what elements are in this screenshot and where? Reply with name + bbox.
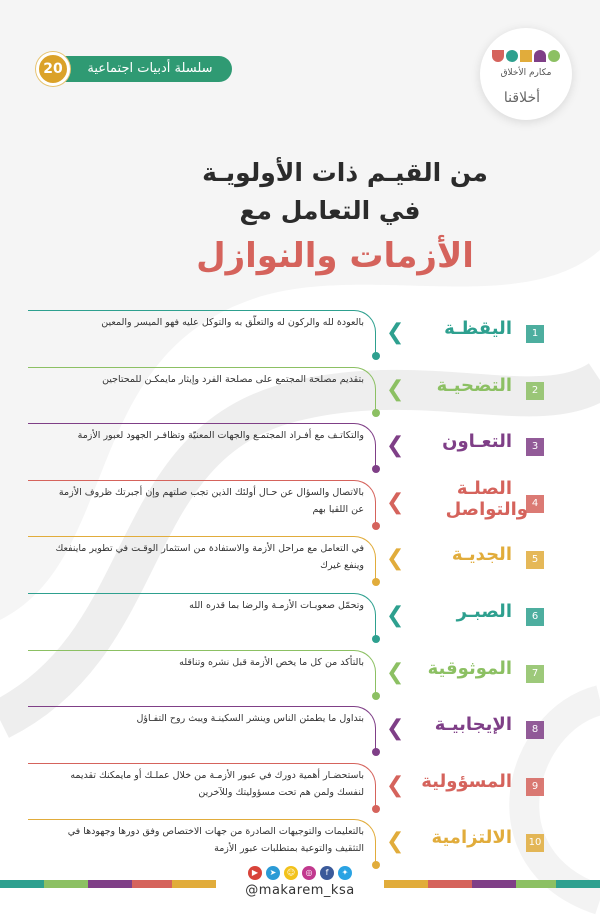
value-row	[0, 589, 600, 646]
telegram-icon[interactable]: ➤	[266, 866, 280, 880]
value-description: بالاتصال والسؤال عن حـال أولئك الذين تجب صلتهم وإن أجبرتك ظروف الأزمة عن اللقيا بهم	[58, 486, 364, 515]
value-number: 4	[526, 495, 544, 513]
bracket-dot	[372, 692, 380, 700]
bracket-dot	[372, 635, 380, 643]
value-name	[402, 477, 528, 520]
value-number: 7	[526, 665, 544, 683]
series-label: سلسلة أدبيات اجتماعية	[54, 56, 232, 82]
title-line-3: الأزمات والنوازل	[196, 236, 474, 276]
value-number: 9	[526, 778, 544, 796]
value-row	[0, 476, 600, 533]
makarem-logo	[480, 28, 572, 120]
bracket-dot	[372, 805, 380, 813]
chevron-icon: ❮	[386, 829, 405, 855]
value-name: الموثوقية	[427, 657, 512, 679]
chevron-icon: ❮	[386, 602, 405, 628]
value-row	[0, 419, 600, 476]
chevron-icon: ❮	[386, 376, 405, 402]
value-name-part: الصلـة	[456, 477, 512, 499]
value-description: بالتأكد من كل ما يخص الأزمة قبل نشره وتناقله	[179, 656, 364, 668]
value-name-part: والتواصل	[445, 498, 528, 520]
value-number: 6	[526, 608, 544, 626]
facebook-icon[interactable]: f	[320, 866, 334, 880]
value-row	[0, 532, 600, 589]
twitter-icon[interactable]: ✦	[338, 866, 352, 880]
value-description: والتكاتـف مع أفـراد المجتمـع والجهات المعنيّة وتظافـر الجهود لعبور الأزمة	[77, 430, 364, 442]
chevron-icon: ❮	[386, 772, 405, 798]
value-name: الالتزامية	[431, 827, 512, 849]
value-number: 2	[526, 382, 544, 400]
value-description: وتحمّل صعوبـات الأزمـة والرضا بما قدره الله	[189, 599, 364, 611]
value-name: المسؤولية	[421, 770, 512, 792]
value-name: الإيجابيـة	[434, 714, 512, 736]
chevron-icon: ❮	[386, 659, 405, 685]
bracket-dot	[372, 352, 380, 360]
snapchat-icon[interactable]: ☺	[284, 866, 298, 880]
bracket-dot	[372, 522, 380, 530]
value-name: اليقظـة	[444, 318, 512, 339]
bracket-dot	[372, 409, 380, 417]
chevron-icon: ❮	[386, 716, 405, 742]
value-number: 8	[526, 721, 544, 739]
social-handle[interactable]: @makarem_ksa	[245, 883, 355, 898]
values-list	[0, 306, 600, 872]
value-row	[0, 702, 600, 759]
chevron-icon: ❮	[386, 489, 405, 515]
value-row	[0, 306, 600, 363]
value-number: 10	[526, 834, 544, 852]
value-number: 1	[526, 325, 544, 343]
social-icons	[0, 860, 600, 880]
value-number: 3	[526, 438, 544, 456]
value-description: باستحضـار أهمية دورك في عبور الأزمـة من خلال عملـك أو مايمكنك تقديمه لنفسك ولمن هم تحت مسؤوليتك وللآخرين	[70, 769, 364, 798]
value-description: بتقديم مصلحة المجتمع على مصلحة الفرد وإيثار مايمكـن للمحتاجين	[102, 373, 364, 385]
value-description: بتداول ما يطمئن الناس وينشر السكينـة ويبث روح التفـاؤل	[136, 713, 364, 725]
value-row	[0, 363, 600, 420]
value-description: في التعامل مع مراحل الأزمة والاستفادة من استثمار الوقـت في تطوير ماينفعك وينفع غيرك	[55, 543, 364, 572]
value-description: بالعودة لله والركون له والتعلّق به والتوكل عليه فهو الميسر والمعين	[101, 317, 364, 328]
chevron-icon: ❮	[386, 546, 405, 572]
bracket-dot	[372, 465, 380, 473]
series-number: 20	[36, 52, 70, 86]
logo-text: مكارم الأخلاق	[500, 68, 552, 78]
youtube-icon[interactable]: ▶	[248, 866, 262, 880]
value-row	[0, 646, 600, 703]
logo-signature: أخلاقنا	[503, 90, 540, 106]
chevron-icon: ❮	[386, 433, 405, 459]
value-name: الصبـر	[456, 600, 512, 622]
value-name: التضحيـة	[436, 374, 512, 396]
chevron-icon: ❮	[386, 320, 405, 345]
logo-shapes-icon	[480, 50, 572, 64]
bracket-dot	[372, 578, 380, 586]
series-badge	[36, 52, 232, 86]
title-line-2: في التعامل مع	[239, 196, 421, 225]
value-name: الجديـة	[451, 544, 512, 566]
bracket-dot	[372, 748, 380, 756]
value-name: التعـاون	[442, 431, 512, 453]
instagram-icon[interactable]: ◎	[302, 866, 316, 880]
value-description: بالتعليمات والتوجيهات الصادرة من جهات الاختصاص وفق دورها وجهودها في التثقيف والتوعية بمتطلبات عبور الأزمة	[67, 826, 364, 855]
value-row	[0, 759, 600, 816]
value-number: 5	[526, 551, 544, 569]
title-line-1: من القيـم ذات الأولويـة	[202, 158, 488, 187]
